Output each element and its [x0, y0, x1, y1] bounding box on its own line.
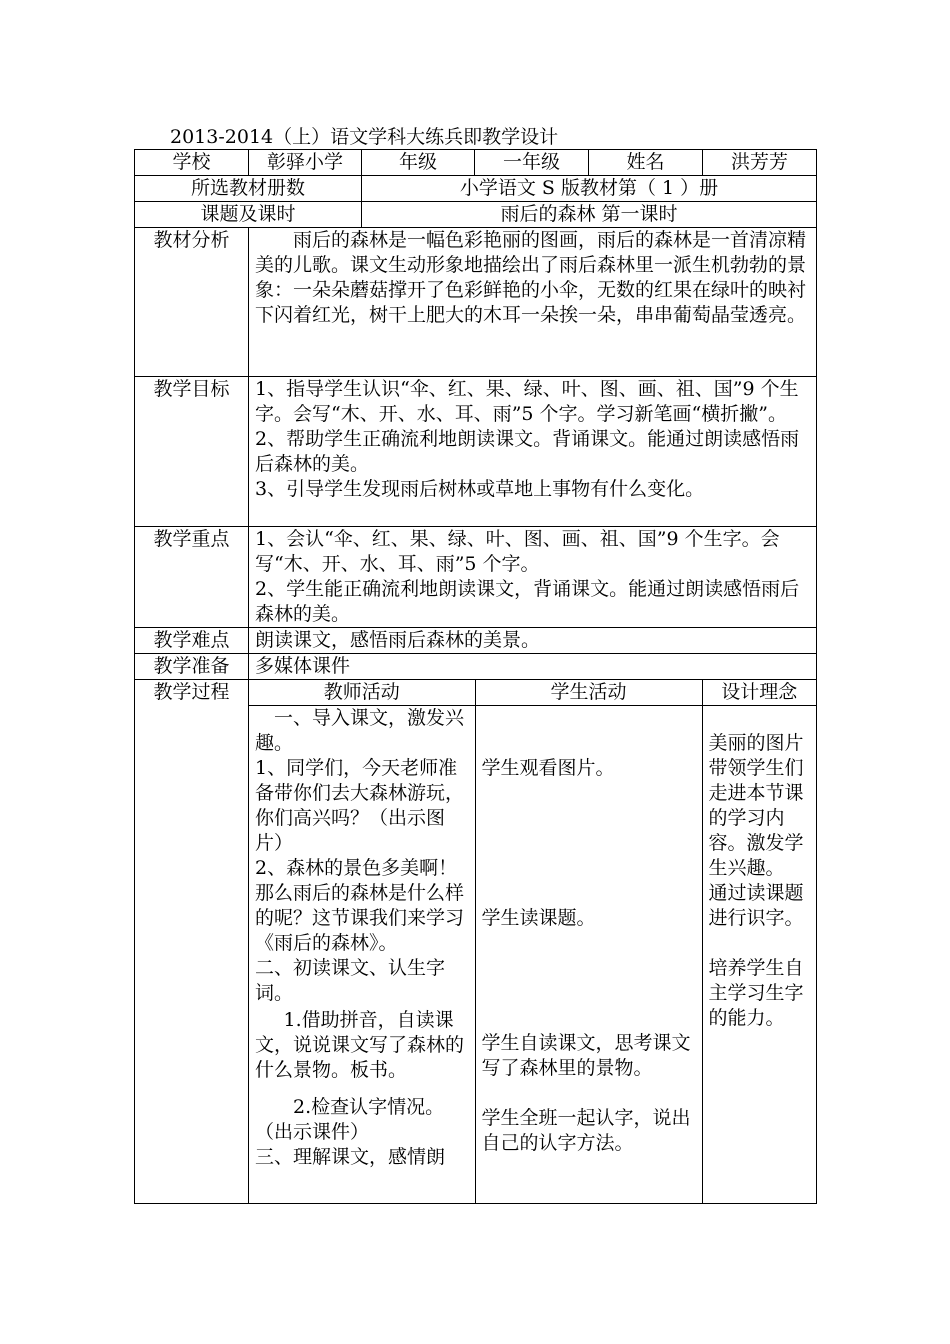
school-label: 学校	[135, 150, 249, 176]
student-step: 学生观看图片。	[481, 757, 615, 779]
process-label: 教学过程	[135, 680, 249, 1204]
preparation-label: 教学准备	[135, 654, 249, 680]
difficulty-text: 朗读课文，感悟雨后森林的美景。	[249, 628, 817, 654]
difficulty-row	[135, 628, 817, 654]
design-note: 美丽的图片带领学生们走进本节课的学习内容。激发学生兴趣。	[708, 732, 804, 879]
teacher-step: 二、初读课文、认生字词。	[255, 957, 446, 1004]
goal-item: 1、指导学生认识“伞、红、果、绿、叶、图、画、祖、国”9 个生字。会写“木、开、水、耳、雨”5 个字。学习新笔画“横折撇”。	[255, 378, 799, 425]
grade-label: 年级	[362, 150, 475, 176]
lesson-value: 雨后的森林 第一课时	[362, 202, 817, 228]
student-step: 学生自读课文，思考课文写了森林里的景物。	[481, 1032, 691, 1079]
teacher-step: 2.检查认字情况。（出示课件）	[255, 1096, 445, 1143]
teacher-step: 一、导入课文，激发兴趣。	[255, 707, 465, 754]
grade-value: 一年级	[475, 150, 589, 176]
textbook-row	[135, 176, 817, 202]
design-concept-header: 设计理念	[702, 680, 816, 706]
keypoint-item: 1、会认“伞、红、果、绿、叶、图、画、祖、国”9 个生字。会写“木、开、水、耳、雨”5 个字。	[255, 528, 780, 575]
process-header-row	[249, 680, 816, 706]
process-row	[135, 680, 817, 1204]
name-label: 姓名	[589, 150, 703, 176]
design-note: 通过读课题进行识字。	[708, 882, 804, 929]
header-row	[135, 150, 817, 176]
process-table	[249, 680, 816, 1203]
preparation-text: 多媒体课件	[249, 654, 817, 680]
lesson-label: 课题及课时	[135, 202, 362, 228]
teacher-step: 1.借助拼音，自读课文，说说课文写了森林的什么景物。板书。	[255, 1009, 465, 1081]
teacher-step: 2、森林的景色多美啊！那么雨后的森林是什么样的呢？这节课我们来学习《雨后的森林》。	[255, 857, 465, 954]
keypoint-item: 2、学生能正确流利地朗读课文，背诵课文。能通过朗读感悟雨后森林的美。	[255, 578, 800, 625]
goals-cell	[249, 377, 817, 527]
student-step: 学生全班一起认字，说出自己的认字方法。	[481, 1107, 691, 1154]
difficulty-label: 教学难点	[135, 628, 249, 654]
teacher-activity-cell	[249, 706, 475, 1203]
school-value: 彰驿小学	[249, 150, 362, 176]
teacher-step: 1、同学们，今天老师准备带你们去大森林游玩，你们高兴吗？（出示图片）	[255, 757, 465, 854]
goal-item: 2、帮助学生正确流利地朗读课文。背诵课文。能通过朗读感悟雨后森林的美。	[255, 428, 800, 475]
textbook-label: 所选教材册数	[135, 176, 362, 202]
lesson-row	[135, 202, 817, 228]
teacher-step: 三、理解课文，感情朗	[255, 1146, 446, 1168]
student-activity-cell	[475, 706, 702, 1203]
lesson-plan-table	[134, 149, 817, 1204]
teacher-activity-header: 教师活动	[249, 680, 475, 706]
design-concept-cell	[702, 706, 816, 1203]
student-step: 学生读课题。	[481, 907, 596, 929]
keypoints-row	[135, 527, 817, 628]
design-note: 培养学生自主学习生字的能力。	[708, 957, 804, 1029]
keypoints-label: 教学重点	[135, 527, 249, 628]
page-title: 2013-2014（上）语文学科大练兵即教学设计	[170, 126, 559, 148]
analysis-text: 雨后的森林是一幅色彩艳丽的图画，雨后的森林是一首清凉精美的儿歌。课文生动形象地描绘出了雨后森林里一派生机勃勃的景象：一朵朵蘑菇撑开了色彩鲜艳的小伞，无数的红果在绿叶的映衬下闪着红光，树干上肥大的木耳一朵挨一朵，串串葡萄晶莹透亮。	[255, 229, 807, 326]
preparation-row	[135, 654, 817, 680]
goals-row	[135, 377, 817, 527]
process-cell	[249, 680, 817, 1204]
analysis-cell	[249, 228, 817, 377]
name-value: 洪芳芳	[703, 150, 817, 176]
analysis-row	[135, 228, 817, 377]
analysis-label: 教材分析	[135, 228, 249, 377]
goals-label: 教学目标	[135, 377, 249, 527]
student-activity-header: 学生活动	[475, 680, 702, 706]
process-body-row	[249, 706, 816, 1203]
textbook-value: 小学语文 S 版教材第（ 1 ）册	[362, 176, 817, 202]
keypoints-cell	[249, 527, 817, 628]
goal-item: 3、引导学生发现雨后树林或草地上事物有什么变化。	[255, 478, 705, 500]
